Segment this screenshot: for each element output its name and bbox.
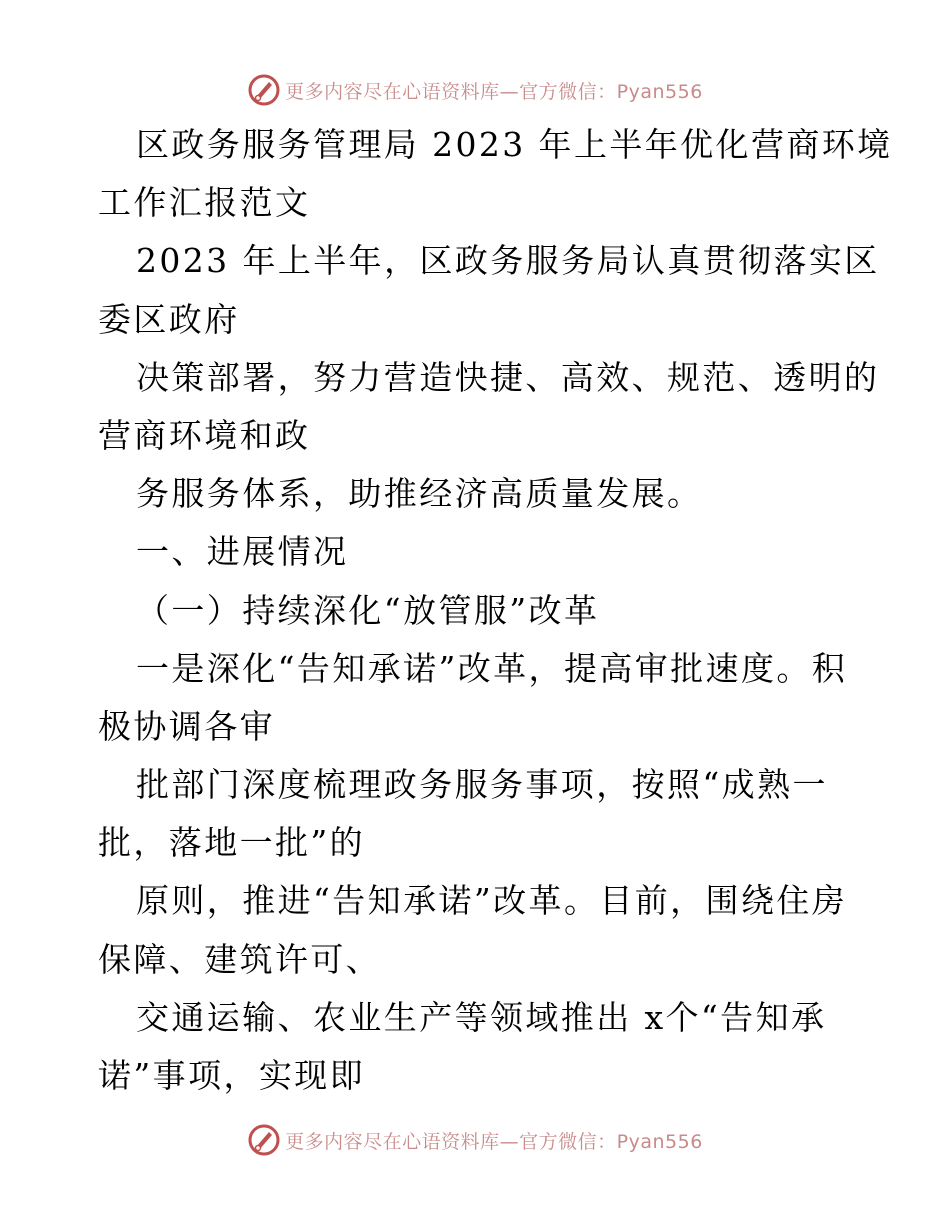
watermark-sep: — xyxy=(499,1130,520,1153)
text-line: 2023 年上半年，区政务服务局认真贯彻落实区 xyxy=(136,241,880,281)
watermark-main: 更多内容尽在心语资料库 xyxy=(285,80,500,103)
text-line: 诺”事项，实现即 xyxy=(98,1056,366,1095)
text-line: 极协调各审 xyxy=(98,706,275,746)
text-line: 批部门深度梳理政务服务事项，按照“成熟一 xyxy=(136,765,828,805)
text-line: 工作汇报范文 xyxy=(98,183,311,223)
text-line: 一是深化“告知承诺”改革，提高审批速度。积 xyxy=(136,648,848,688)
text-line: 交通运输、农业生产等领域推出 x个“告知承 xyxy=(136,997,827,1037)
text-line: 保障、建筑许可、 xyxy=(98,939,382,979)
text-line: 批，落地一批”的 xyxy=(98,823,366,863)
footer-watermark xyxy=(0,1118,950,1162)
watermark-text xyxy=(285,1127,703,1154)
text-line: （一）持续深化“放管服”改革 xyxy=(136,590,600,630)
document-body xyxy=(98,116,893,1105)
text-line: 一、进展情况 xyxy=(136,532,349,572)
header-watermark xyxy=(0,68,950,112)
text-line: 委区政府 xyxy=(98,299,240,339)
text-line: 务服务体系，助推经济高质量发展。 xyxy=(136,474,703,514)
text-line: 决策部署，努力营造快捷、高效、规范、透明的 xyxy=(136,357,880,397)
watermark-wechat: 官方微信：Pyan556 xyxy=(519,80,703,103)
text-line: 营商环境和政 xyxy=(98,415,311,455)
watermark-sep: — xyxy=(499,80,520,103)
text-line: 区政务服务管理局 2023 年上半年优化营商环境 xyxy=(136,125,893,164)
watermark-wechat: 官方微信：Pyan556 xyxy=(519,1130,703,1153)
brand-logo-icon xyxy=(247,1123,281,1157)
watermark-main: 更多内容尽在心语资料库 xyxy=(285,1130,500,1153)
text-line: 原则，推进“告知承诺”改革。目前，围绕住房 xyxy=(136,881,848,921)
brand-logo-icon xyxy=(247,73,281,107)
watermark-text xyxy=(285,77,703,104)
